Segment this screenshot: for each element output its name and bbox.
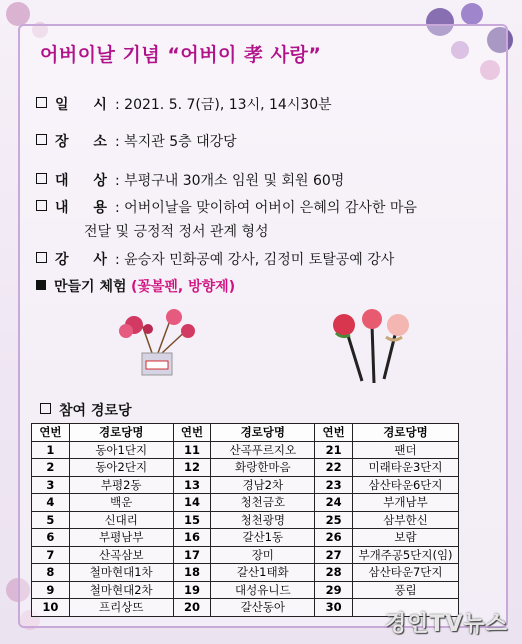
table-cell-name: 삼산타운7단지 [353, 564, 459, 582]
table-cell-name: 부평2동 [69, 476, 173, 494]
table-cell-number: 13 [173, 476, 211, 494]
table-cell-number: 21 [315, 441, 353, 459]
craft-label: 만들기 체험 [54, 279, 127, 295]
column-header: 경로당명 [211, 424, 315, 442]
table-cell-number: 1 [32, 441, 70, 459]
info-label: 강 사 [55, 252, 117, 268]
table-cell-number: 18 [173, 564, 211, 582]
info-label: 대 상 [55, 173, 117, 189]
table-cell-number: 12 [173, 459, 211, 477]
table-row [32, 546, 459, 564]
checkbox-bullet-icon [36, 173, 47, 184]
table-cell-name: 부개주공5단지(임) [353, 546, 459, 564]
checkbox-bullet-icon [36, 134, 47, 145]
table-cell-name: 풍림 [353, 581, 459, 599]
checkbox-bullet-icon [36, 252, 47, 263]
checkbox-bullet-icon [36, 200, 47, 211]
filled-bullet-icon [36, 280, 46, 290]
table-cell-name: 장미 [211, 546, 315, 564]
table-row [32, 441, 459, 459]
table-cell-name: 미래타운3단지 [353, 459, 459, 477]
table-cell-name: 부평남부 [69, 529, 173, 547]
table-cell-number: 27 [315, 546, 353, 564]
table-cell-name: 경남2차 [211, 476, 315, 494]
table-header-row [32, 424, 459, 442]
table-cell-name: 철마현대1차 [69, 564, 173, 582]
table-cell-name: 동아2단지 [69, 459, 173, 477]
column-header: 연번 [173, 424, 211, 442]
info-label: 내 용 [55, 200, 117, 216]
table-cell-number: 9 [32, 581, 70, 599]
participants-table [31, 423, 459, 617]
table-cell-number: 15 [173, 511, 211, 529]
table-cell-name: 신대리 [69, 511, 173, 529]
table-cell-name: 삼부한신 [353, 511, 459, 529]
flower-pen-image [322, 303, 418, 387]
table-cell-name: 철마현대2차 [69, 581, 173, 599]
table-row [32, 459, 459, 477]
table-cell-name: 대성유니드 [211, 581, 315, 599]
checkbox-bullet-icon [40, 403, 51, 414]
table-row [32, 581, 459, 599]
info-label: 장 소 [55, 134, 117, 150]
table-cell-name: 갈산1동 [211, 529, 315, 547]
table-cell-number: 25 [315, 511, 353, 529]
table-cell-number: 23 [315, 476, 353, 494]
table-cell-number: 3 [32, 476, 70, 494]
table-cell-number: 10 [32, 599, 70, 617]
table-row [32, 564, 459, 582]
table-cell-number: 30 [315, 599, 353, 617]
info-row-place [36, 131, 237, 151]
table-cell-name: 보람 [353, 529, 459, 547]
info-row-datetime [36, 94, 332, 114]
table-cell-name: 백운 [69, 494, 173, 512]
info-row-instructor [36, 249, 394, 269]
table-cell-name: 동아1단지 [69, 441, 173, 459]
table-cell-number: 28 [315, 564, 353, 582]
table-cell-number: 22 [315, 459, 353, 477]
table-cell-number: 8 [32, 564, 70, 582]
table-row [32, 511, 459, 529]
column-header: 연번 [32, 424, 70, 442]
participants-section-title [40, 400, 132, 420]
table-row [32, 476, 459, 494]
table-cell-number: 6 [32, 529, 70, 547]
table-cell-name: 청천광명 [211, 511, 315, 529]
table-cell-name: 부개남부 [353, 494, 459, 512]
page-title: 어버이날 기념 “어버이 孝 사랑” [40, 44, 322, 66]
table-cell-number: 2 [32, 459, 70, 477]
info-row-content [36, 197, 417, 217]
info-label: 일 시 [55, 97, 117, 113]
table-cell-number: 29 [315, 581, 353, 599]
info-value: : 윤승자 민화공예 강사, 김정미 토탈공예 강사 [115, 252, 395, 268]
info-row-target [36, 170, 344, 190]
checkbox-bullet-icon [36, 97, 47, 108]
column-header: 연번 [315, 424, 353, 442]
column-header: 경로당명 [69, 424, 173, 442]
table-cell-name: 팬더 [353, 441, 459, 459]
table-cell-name: 화랑한마음 [211, 459, 315, 477]
table-cell-number: 5 [32, 511, 70, 529]
table-row [32, 529, 459, 547]
table-cell-name: 프리상뜨 [69, 599, 173, 617]
table-cell-number: 11 [173, 441, 211, 459]
info-value: : 2021. 5. 7(금), 13시, 14시30분 [115, 97, 332, 113]
table-row [32, 494, 459, 512]
table-cell-name: 갈산동아 [211, 599, 315, 617]
table-cell-number: 16 [173, 529, 211, 547]
info-value: : 어버이날을 맞이하여 어버이 은혜의 감사한 마음 [115, 200, 417, 216]
table-cell-number: 26 [315, 529, 353, 547]
info-value: : 복지관 5층 대강당 [115, 134, 237, 150]
table-cell-number: 17 [173, 546, 211, 564]
aroma-diffuser-image [112, 305, 204, 385]
table-cell-name: 산곡푸르지오 [211, 441, 315, 459]
table-cell-number: 7 [32, 546, 70, 564]
info-value-continued: 전달 및 긍정적 정서 관계 형성 [84, 224, 269, 240]
craft-row [36, 276, 235, 296]
table-cell-name: 산곡삼보 [69, 546, 173, 564]
participants-title-text: 참여 경로당 [59, 403, 132, 419]
table-cell-number: 20 [173, 599, 211, 617]
table-cell-name: 갈산1태화 [211, 564, 315, 582]
table-cell-name: 삼산타운6단지 [353, 476, 459, 494]
table-cell-number: 24 [315, 494, 353, 512]
info-value: : 부평구내 30개소 임원 및 회원 60명 [115, 173, 345, 189]
table-cell-number: 4 [32, 494, 70, 512]
table-cell-number: 19 [173, 581, 211, 599]
table-cell-name: 청천금호 [211, 494, 315, 512]
craft-items: (꽃볼펜, 방향제) [130, 279, 236, 295]
column-header: 경로당명 [353, 424, 459, 442]
watermark-logo: 경인TV뉴스 [384, 612, 508, 637]
table-cell-number: 14 [173, 494, 211, 512]
